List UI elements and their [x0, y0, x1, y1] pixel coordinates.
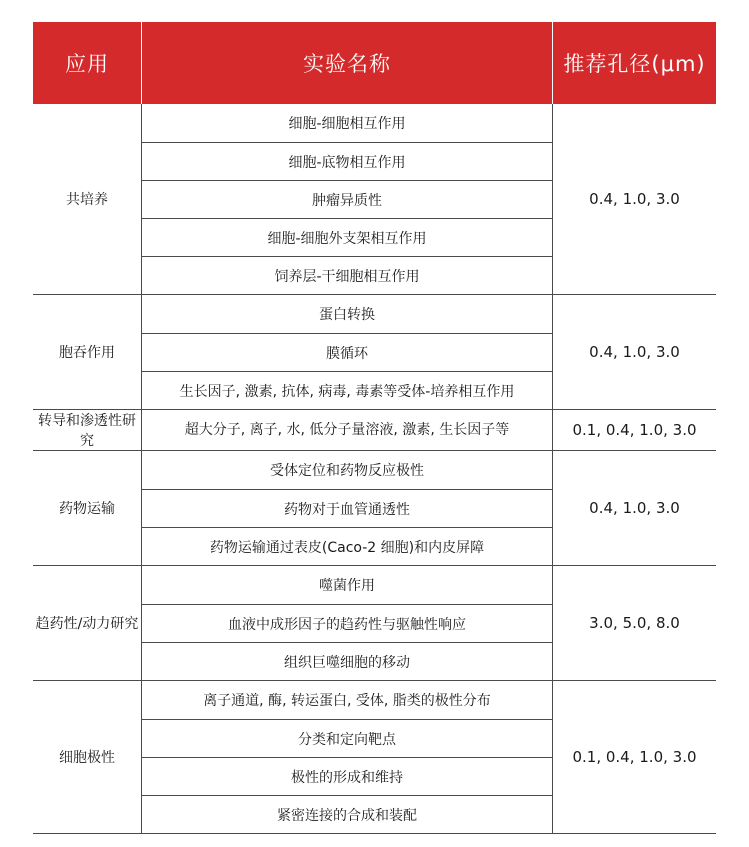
pore-size-table — [33, 22, 716, 834]
application-cell: 趋药性/动力研究 — [35, 616, 139, 632]
application-cell: 胞吞作用 — [59, 345, 115, 361]
experiment-cell: 细胞-细胞外支架相互作用 — [142, 218, 552, 256]
experiment-cell: 紧密连接的合成和装配 — [142, 795, 552, 833]
experiment-cell: 肿瘤异质性 — [142, 180, 552, 218]
experiment-cell: 离子通道, 酶, 转运蛋白, 受体, 脂类的极性分布 — [203, 693, 491, 709]
experiment-cell: 药物运输通过表皮(Caco-2 细胞)和内皮屏障 — [142, 527, 552, 565]
experiment-cell: 噬菌作用 — [319, 578, 375, 594]
application-cell: 转导和渗透性研究 — [38, 413, 136, 449]
experiment-cell: 蛋白转换 — [319, 307, 375, 323]
pore-size-cell: 3.0, 5.0, 8.0 — [589, 614, 680, 632]
table-group — [33, 410, 716, 451]
table-group — [33, 295, 716, 410]
header-application: 应用 — [65, 52, 109, 76]
table-group — [33, 104, 716, 295]
pore-size-cell: 0.4, 1.0, 3.0 — [589, 499, 680, 517]
experiment-cell: 分类和定向靶点 — [142, 719, 552, 757]
experiment-cell: 极性的形成和维持 — [142, 757, 552, 795]
experiment-list — [141, 410, 553, 450]
experiment-cell: 药物对于血管通透性 — [142, 489, 552, 527]
header-recommended-pore: 推荐孔径(μm) — [563, 52, 706, 76]
experiment-list — [141, 681, 553, 833]
experiment-cell: 细胞-底物相互作用 — [142, 142, 552, 180]
table-group — [33, 451, 716, 566]
experiment-cell: 受体定位和药物反应极性 — [270, 463, 424, 479]
experiment-list — [141, 451, 553, 565]
experiment-cell: 生长因子, 激素, 抗体, 病毒, 毒素等受体-培养相互作用 — [142, 371, 552, 409]
experiment-list — [141, 104, 553, 294]
pore-size-cell: 0.4, 1.0, 3.0 — [589, 343, 680, 361]
application-cell: 细胞极性 — [59, 750, 115, 766]
experiment-list — [141, 295, 553, 409]
experiment-cell: 超大分子, 离子, 水, 低分子量溶液, 激素, 生长因子等 — [184, 422, 510, 438]
experiment-cell: 组织巨噬细胞的移动 — [142, 642, 552, 680]
table-header — [33, 22, 716, 104]
table-group — [33, 566, 716, 681]
experiment-cell: 饲养层-干细胞相互作用 — [142, 256, 552, 294]
pore-size-cell: 0.4, 1.0, 3.0 — [589, 190, 680, 208]
pore-size-cell: 0.1, 0.4, 1.0, 3.0 — [572, 421, 697, 439]
header-experiment-name: 实验名称 — [141, 22, 553, 104]
pore-size-cell: 0.1, 0.4, 1.0, 3.0 — [572, 748, 697, 766]
table-body — [33, 104, 716, 834]
experiment-cell: 血液中成形因子的趋药性与驱触性响应 — [142, 604, 552, 642]
application-cell: 药物运输 — [59, 501, 115, 517]
experiment-list — [141, 566, 553, 680]
experiment-cell: 膜循环 — [142, 333, 552, 371]
experiment-cell: 细胞-细胞相互作用 — [288, 116, 406, 132]
application-cell: 共培养 — [66, 192, 108, 208]
table-group — [33, 681, 716, 834]
